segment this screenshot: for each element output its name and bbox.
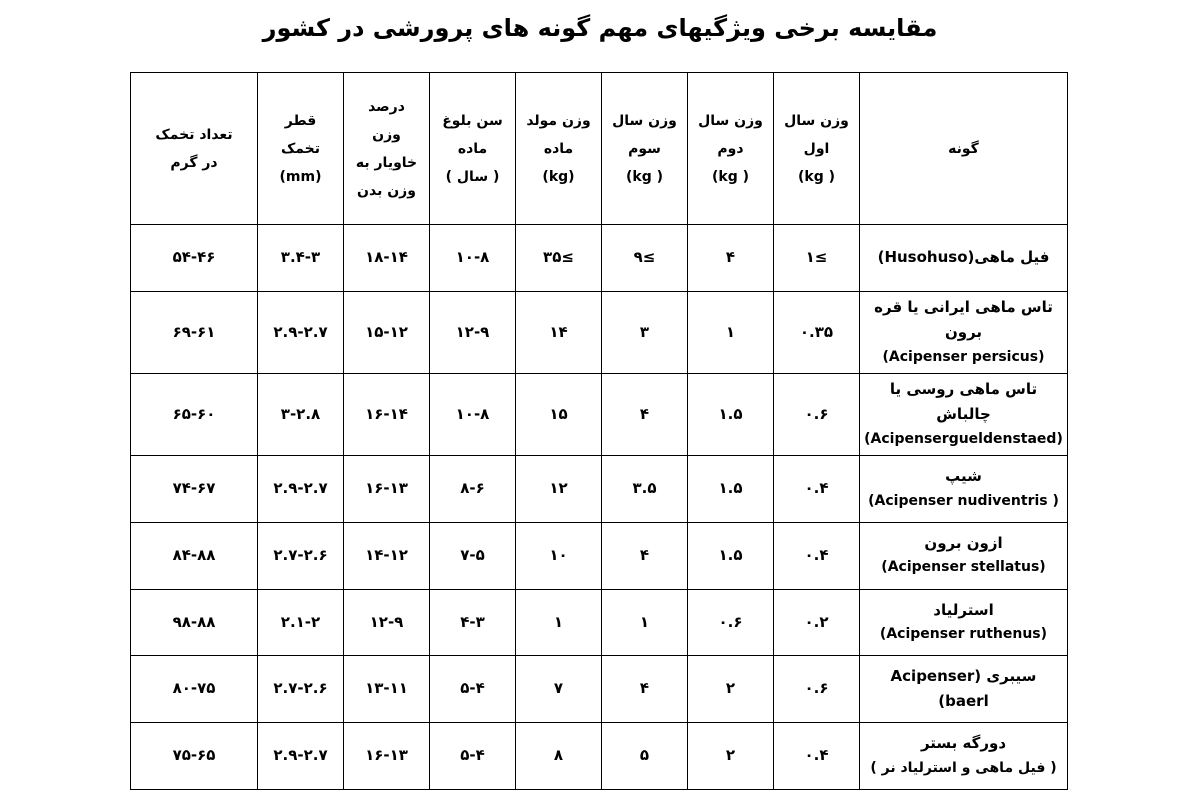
- header-line: تخمک: [280, 140, 321, 157]
- cell-maturity-age: ۱۲-۹: [430, 291, 516, 373]
- cell-egg-diameter: ۲.۹-۲.۷: [258, 723, 344, 790]
- header-line: اول: [803, 140, 830, 157]
- header-line: دوم: [717, 140, 744, 157]
- header-line: ماده: [457, 140, 488, 157]
- species-latin-name: (Acipensergueldenstaed): [864, 430, 1063, 447]
- cell-year1-weight: ۰.۲: [774, 589, 860, 656]
- cell-species: [860, 723, 1068, 790]
- species-name: ازون برون: [924, 533, 1003, 552]
- cell-year1-weight: ۰.۶: [774, 656, 860, 723]
- cell-caviar-percent: ۱۴-۱۲: [344, 522, 430, 589]
- header-line: تعداد تخمک: [155, 126, 233, 143]
- cell-egg-diameter: ۲.۹-۲.۷: [258, 455, 344, 522]
- cell-year2-weight: ۱.۵: [688, 373, 774, 455]
- header-line: درصد: [368, 98, 405, 115]
- cell-maturity-age: ۱۰-۸: [430, 225, 516, 292]
- header-line: وزن سال: [784, 112, 849, 129]
- cell-eggs-per-gram: ۷۴-۶۷: [131, 455, 258, 522]
- species-name: شیپ: [945, 467, 982, 486]
- header-year1-weight: [774, 73, 860, 225]
- table-row: [131, 225, 1068, 292]
- cell-year1-weight: ۰.۳۵: [774, 291, 860, 373]
- cell-broodstock-weight: ۱۵: [516, 373, 602, 455]
- cell-year1-weight: ۰.۴: [774, 455, 860, 522]
- cell-egg-diameter: ۲.۱-۲: [258, 589, 344, 656]
- cell-year2-weight: ۱.۵: [688, 522, 774, 589]
- cell-year3-weight: ۱: [602, 589, 688, 656]
- cell-eggs-per-gram: ۷۵-۶۵: [131, 723, 258, 790]
- cell-egg-diameter: ۳.۴-۳: [258, 225, 344, 292]
- table-row: [131, 723, 1068, 790]
- cell-caviar-percent: ۱۶-۱۳: [344, 455, 430, 522]
- header-eggs-per-gram: [131, 73, 258, 225]
- header-line: (mm): [279, 168, 322, 185]
- cell-broodstock-weight: ۸: [516, 723, 602, 790]
- header-line: ( سال ): [445, 168, 500, 185]
- header-line: (kg ): [797, 168, 835, 185]
- cell-broodstock-weight: ۱: [516, 589, 602, 656]
- cell-caviar-percent: ۱۲-۹: [344, 589, 430, 656]
- species-name: تاس ماهی روسی یا چالباش: [889, 379, 1038, 424]
- table-row: [131, 291, 1068, 373]
- header-caviar-percent: [344, 73, 430, 225]
- cell-year1-weight: ۰.۴: [774, 723, 860, 790]
- header-line: (kg ): [625, 168, 663, 185]
- header-line: وزن سال: [612, 112, 677, 129]
- header-egg-diameter: [258, 73, 344, 225]
- cell-species: [860, 522, 1068, 589]
- cell-year2-weight: ۱: [688, 291, 774, 373]
- cell-eggs-per-gram: ۹۸-۸۸: [131, 589, 258, 656]
- header-line: ماده: [543, 140, 574, 157]
- header-line: (kg): [542, 168, 575, 185]
- cell-year1-weight: ۰.۴: [774, 522, 860, 589]
- cell-year3-weight: ۴: [602, 522, 688, 589]
- cell-caviar-percent: ۱۶-۱۳: [344, 723, 430, 790]
- cell-year2-weight: ۲: [688, 723, 774, 790]
- cell-egg-diameter: ۲.۷-۲.۶: [258, 522, 344, 589]
- species-name: فیل ماهی(Husohuso): [877, 248, 1050, 267]
- header-line: قطر: [284, 112, 317, 129]
- cell-year1-weight: ≥۱: [774, 225, 860, 292]
- header-line: گونه: [948, 140, 979, 157]
- cell-year3-weight: ۵: [602, 723, 688, 790]
- header-row: [131, 73, 1068, 225]
- header-year3-weight: [602, 73, 688, 225]
- species-latin-name: (Acipenser stellatus): [881, 559, 1046, 576]
- cell-egg-diameter: ۲.۹-۲.۷: [258, 291, 344, 373]
- header-line: در گرم: [170, 154, 218, 171]
- sturgeon-comparison-table: [130, 72, 1068, 790]
- table-row: [131, 455, 1068, 522]
- species-name: استرلیاد: [933, 600, 994, 619]
- cell-eggs-per-gram: ۶۵-۶۰: [131, 373, 258, 455]
- table-row: [131, 656, 1068, 723]
- cell-caviar-percent: ۱۶-۱۴: [344, 373, 430, 455]
- species-latin-name: (Acipenser persicus): [882, 348, 1045, 365]
- species-name: تاس ماهی ایرانی یا قره برون: [874, 297, 1053, 342]
- cell-species: [860, 225, 1068, 292]
- cell-year1-weight: ۰.۶: [774, 373, 860, 455]
- table-body: [131, 225, 1068, 790]
- header-line: سوم: [628, 140, 661, 157]
- table-row: [131, 522, 1068, 589]
- table-row: [131, 589, 1068, 656]
- header-line: وزن سال: [698, 112, 763, 129]
- cell-maturity-age: ۷-۵: [430, 522, 516, 589]
- cell-maturity-age: ۱۰-۸: [430, 373, 516, 455]
- header-line: وزن مولد: [526, 112, 591, 129]
- cell-eggs-per-gram: ۵۴-۴۶: [131, 225, 258, 292]
- cell-year3-weight: ۳: [602, 291, 688, 373]
- header-line: وزن بدن: [357, 182, 416, 199]
- cell-year2-weight: ۴: [688, 225, 774, 292]
- cell-species: [860, 589, 1068, 656]
- cell-species: [860, 656, 1068, 723]
- cell-maturity-age: ۴-۳: [430, 589, 516, 656]
- cell-egg-diameter: ۳-۲.۸: [258, 373, 344, 455]
- cell-year3-weight: ۴: [602, 656, 688, 723]
- cell-maturity-age: ۵-۴: [430, 723, 516, 790]
- species-name: دورگه بستر: [920, 734, 1007, 753]
- cell-eggs-per-gram: ۸۰-۷۵: [131, 656, 258, 723]
- header-year2-weight: [688, 73, 774, 225]
- cell-species: [860, 373, 1068, 455]
- cell-maturity-age: ۵-۴: [430, 656, 516, 723]
- header-species: [860, 73, 1068, 225]
- cell-year3-weight: ۴: [602, 373, 688, 455]
- cell-year3-weight: ۳.۵: [602, 455, 688, 522]
- header-line: (kg ): [711, 168, 749, 185]
- species-latin-name: ( فیل ماهی و استرلیاد نر ): [870, 759, 1057, 776]
- cell-year2-weight: ۱.۵: [688, 455, 774, 522]
- cell-eggs-per-gram: ۶۹-۶۱: [131, 291, 258, 373]
- header-broodstock-weight: [516, 73, 602, 225]
- cell-eggs-per-gram: ۸۴-۸۸: [131, 522, 258, 589]
- header-line: خاویار به: [355, 154, 418, 171]
- cell-broodstock-weight: ۱۲: [516, 455, 602, 522]
- cell-species: [860, 455, 1068, 522]
- header-line: سن بلوغ: [442, 112, 503, 129]
- cell-caviar-percent: ۱۸-۱۴: [344, 225, 430, 292]
- cell-broodstock-weight: ۷: [516, 656, 602, 723]
- cell-year2-weight: ۲: [688, 656, 774, 723]
- species-latin-name: (Acipenser ruthenus): [879, 626, 1048, 643]
- cell-broodstock-weight: ۱۰: [516, 522, 602, 589]
- cell-year2-weight: ۰.۶: [688, 589, 774, 656]
- table-row: [131, 373, 1068, 455]
- cell-caviar-percent: ۱۳-۱۱: [344, 656, 430, 723]
- cell-caviar-percent: ۱۵-۱۲: [344, 291, 430, 373]
- table-title: مقایسه برخی ویژگیهای مهم گونه های پرورشی در کشور: [262, 14, 938, 42]
- cell-year3-weight: ≥۹: [602, 225, 688, 292]
- cell-broodstock-weight: ۱۴: [516, 291, 602, 373]
- species-name: سیبری (Acipenser baerl): [890, 666, 1037, 711]
- cell-broodstock-weight: ≥۳۵: [516, 225, 602, 292]
- header-line: وزن: [372, 126, 401, 143]
- cell-species: [860, 291, 1068, 373]
- cell-egg-diameter: ۲.۷-۲.۶: [258, 656, 344, 723]
- cell-maturity-age: ۸-۶: [430, 455, 516, 522]
- species-latin-name: ( Acipenser nudiventris): [868, 492, 1059, 509]
- header-maturity-age: [430, 73, 516, 225]
